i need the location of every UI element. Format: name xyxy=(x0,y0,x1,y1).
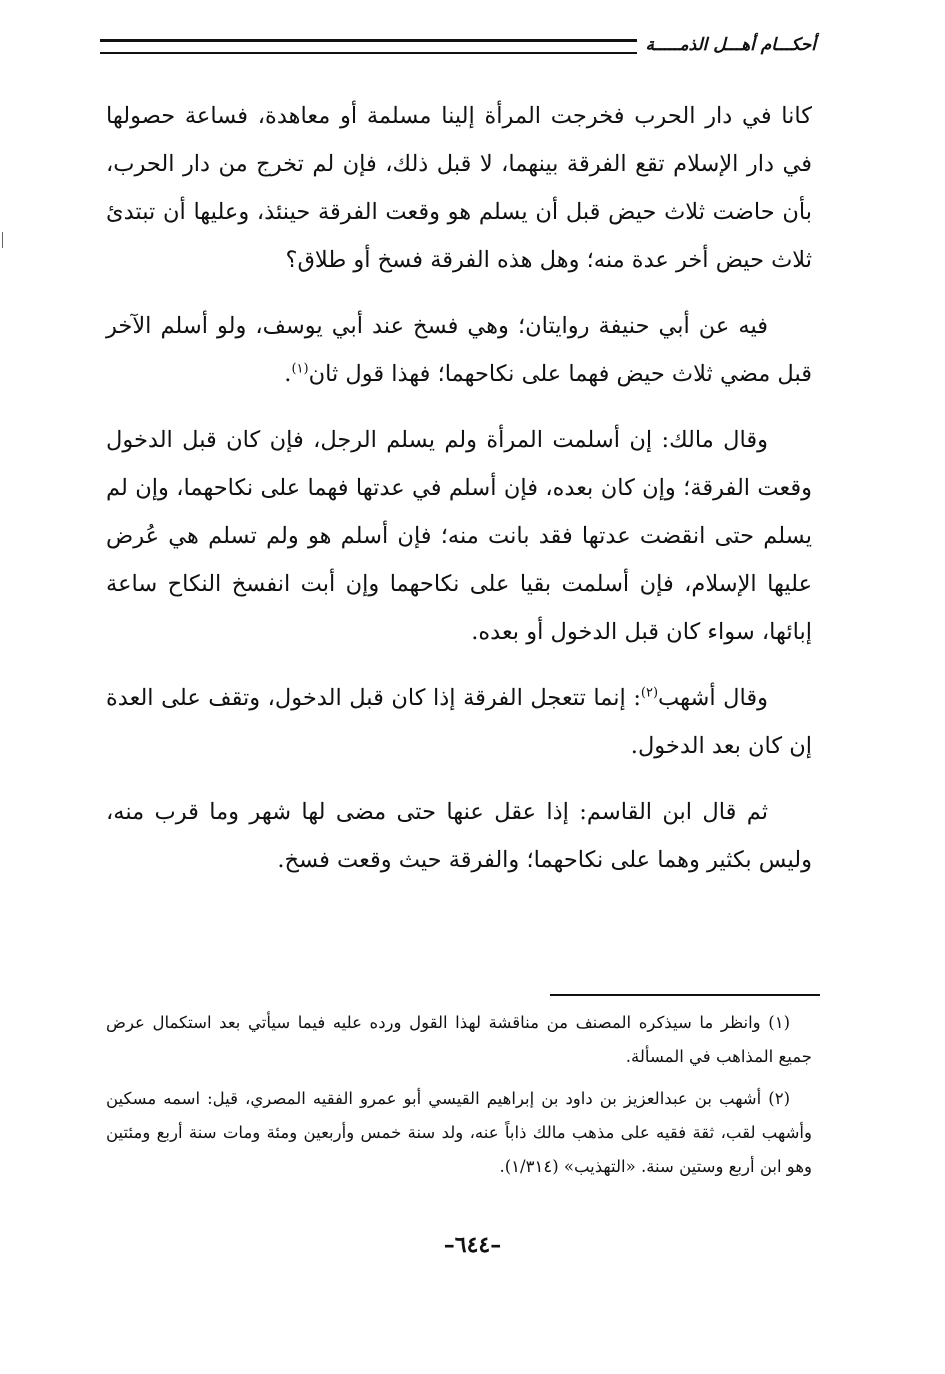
footnote-1: (١) وانظر ما سيذكره المصنف من مناقشة لهذا القول ورده عليه فيما سيأتي بعد استكمال عرض جميع المذاهب في المسألة. xyxy=(106,1013,812,1066)
paragraph-3-text: وقال مالك: إن أسلمت المرأة ولم يسلم الرجل، فإن كان قبل الدخول وقعت الفرقة؛ وإن كان بعده، فإن أسلم في عدتها فهما على نكاحهما، وإن لم يسلم حتى انقضت عدتها فقد بانت منه؛ فإن أسلم هو ولم تسلم هي عُرض عليها الإسلام، فإن أسلمت بقيا على نكاحهما وإن أبت انفسخ النكاح ساعة إبائها، سواء كان قبل الدخول أو بعده. xyxy=(106,427,812,645)
header-double-rule xyxy=(100,39,637,54)
footnote-separator xyxy=(550,994,820,996)
running-header xyxy=(100,30,816,60)
paragraph-4-lead: وقال أشهب xyxy=(658,685,768,711)
paragraph-4-text: : إنما تتعجل الفرقة إذا كان قبل الدخول، وتقف على العدة إن كان بعد الدخول. xyxy=(106,685,812,759)
paragraph-3 xyxy=(106,416,812,656)
paragraph-5-text: ثم قال ابن القاسم: إذا عقل عنها حتى مضى لها شهر وما قرب منه، وليس بكثير وهما على نكاحهما؛ والفرقة حيث وقعت فسخ. xyxy=(106,799,812,873)
page-number: –٦٤٤– xyxy=(443,1232,502,1258)
paragraph-2-text: فيه عن أبي حنيفة روايتان؛ وهي فسخ عند أبي يوسف، ولو أسلم الآخر قبل مضي ثلاث حيض فهما على نكاحهما؛ فهذا قول ثان xyxy=(106,313,812,387)
footnote-mark-2[interactable]: (٢) xyxy=(640,685,659,701)
running-title: أحكـــام أهـــل الذمـــــة xyxy=(645,35,816,55)
paragraph-2: فيه عن أبي حنيفة روايتان؛ وهي فسخ عند أبي يوسف، ولو أسلم الآخر قبل مضي ثلاث حيض فهما على نكاحهما؛ فهذا قول ثان$^{(١)}$. xyxy=(106,313,812,387)
paragraph-5 xyxy=(106,788,812,884)
footnote-mark-1[interactable]: (١) xyxy=(291,361,309,377)
paragraph-4 xyxy=(106,674,812,770)
margin-mark xyxy=(2,232,7,248)
main-text xyxy=(106,92,812,902)
paragraph-1 xyxy=(106,92,812,284)
footnote-2: (٢) أشهب بن عبدالعزيز بن داود بن إبراهيم القيسي أبو عمرو الفقيه المصري، قيل: اسمه مسكين وأشهب لقب، ثقة فقيه على مذهب مالك ذاباً عنه، ولد سنة خمس وأربعين ومئة ومات سنة أربع ومئتين وهو ابن أربع وستين سنة. «التهذيب» (١/٣١٤). xyxy=(106,1089,812,1176)
paragraph-1-text: كانا في دار الحرب فخرجت المرأة إلينا مسلمة أو معاهدة، فساعة حصولها في دار الإسلام تقع الفرقة بينهما، لا قبل ذلك، فإن لم تخرج من دار الحرب، بأن حاضت ثلاث حيض قبل أن يسلم هو وقعت الفرقة حينئذ، وعليها أن تبتدئ ثلاث حيض أخر عدة منه؛ وهل هذه الفرقة فسخ أو طلاق؟ xyxy=(106,103,812,273)
footnotes xyxy=(106,1006,812,1192)
